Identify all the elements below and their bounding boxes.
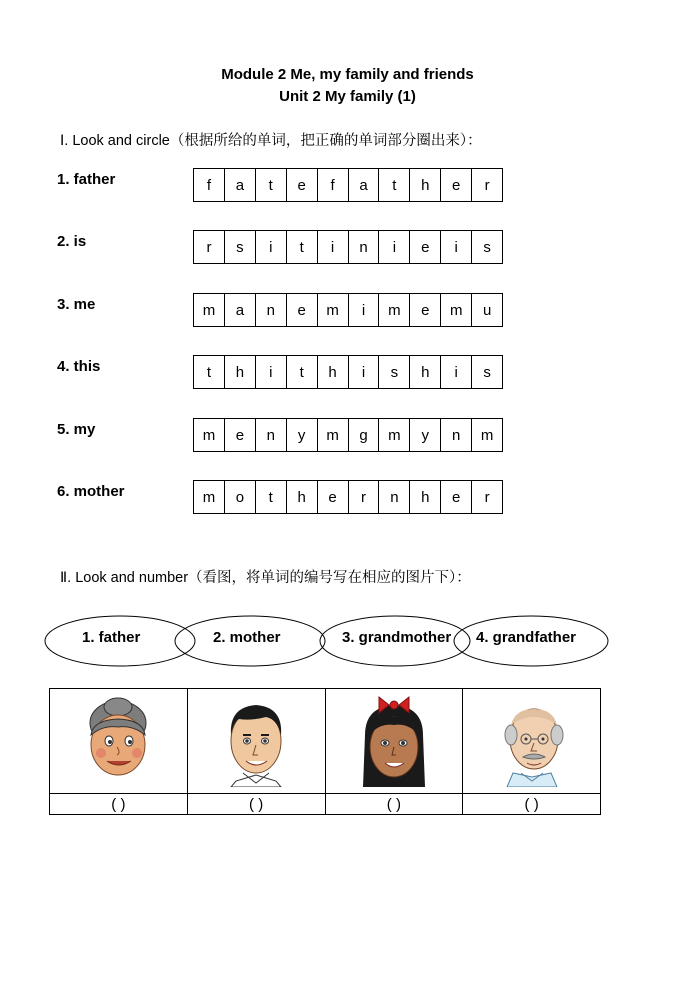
picture-table — [49, 688, 601, 815]
module-title: Module 2 Me, my family and friends — [221, 66, 474, 83]
letter-cell[interactable]: s — [483, 363, 491, 381]
grandfather-face-icon — [487, 695, 577, 787]
letter-cell[interactable]: h — [287, 481, 318, 513]
letter-cell[interactable]: m — [194, 481, 225, 513]
answer-blank[interactable]: ( ) — [325, 794, 463, 815]
letter-cell[interactable]: m — [441, 294, 472, 326]
letter-cell[interactable]: h — [410, 356, 441, 388]
letter-cell[interactable]: n — [441, 419, 472, 451]
letter-cell[interactable]: n — [256, 294, 287, 326]
letter-cell[interactable]: s — [379, 356, 410, 388]
answer-blank[interactable]: ( ) — [463, 794, 601, 815]
section2-instruction: Ⅱ. Look and number（看图，将单词的编号写在相应的图片下）： — [60, 570, 471, 586]
letter-cell[interactable]: y — [410, 419, 441, 451]
letter-cell[interactable]: r — [194, 231, 225, 263]
letter-cell[interactable]: m — [318, 294, 349, 326]
letter-cell[interactable]: y — [287, 419, 318, 451]
grandmother-face-icon — [73, 695, 163, 787]
letter-cell[interactable]: e — [287, 294, 318, 326]
letter-cell[interactable]: u — [482, 301, 492, 319]
letter-cell[interactable]: h — [410, 169, 441, 201]
letter-cell[interactable]: e — [441, 481, 472, 513]
letter-cell[interactable]: m — [194, 419, 225, 451]
letter-cell[interactable]: e — [287, 169, 318, 201]
letter-cell[interactable]: i — [349, 356, 380, 388]
letter-cell[interactable]: e — [225, 419, 256, 451]
letter-cell[interactable]: t — [194, 356, 225, 388]
letter-cell[interactable]: m — [379, 294, 410, 326]
option-mother[interactable]: 2. mother — [213, 629, 281, 646]
letter-cell[interactable]: r — [484, 488, 490, 506]
unit-title: Unit 2 My family (1) — [279, 88, 416, 105]
letter-cell[interactable]: e — [318, 481, 349, 513]
letter-cell[interactable]: i — [379, 231, 410, 263]
letter-cell[interactable]: h — [318, 356, 349, 388]
letter-cell[interactable]: e — [441, 169, 472, 201]
letter-cell[interactable]: o — [225, 481, 256, 513]
letter-cell[interactable]: t — [256, 481, 287, 513]
answer-blank[interactable]: ( ) — [50, 794, 188, 815]
option-grandfather[interactable]: 4. grandfather — [476, 629, 577, 646]
question-label: 5. my — [57, 421, 96, 438]
letter-cell[interactable]: t — [379, 169, 410, 201]
letter-cell[interactable]: i — [441, 356, 472, 388]
letter-cell[interactable]: i — [318, 231, 349, 263]
letter-cell[interactable]: m — [379, 419, 410, 451]
letter-cell[interactable]: g — [349, 419, 380, 451]
picture-cell — [325, 689, 463, 794]
letter-cell[interactable]: r — [484, 176, 490, 194]
letter-cell[interactable]: r — [349, 481, 380, 513]
letter-cell[interactable]: t — [287, 356, 318, 388]
letter-cell[interactable]: m — [318, 419, 349, 451]
option-grandmother[interactable]: 3. grandmother — [342, 629, 452, 646]
picture-cell — [50, 689, 188, 794]
letter-cell[interactable]: m — [194, 294, 225, 326]
letter-cell[interactable]: a — [225, 294, 256, 326]
letter-cell[interactable]: i — [256, 356, 287, 388]
letter-cell[interactable]: s — [225, 231, 256, 263]
letter-cell[interactable]: t — [287, 231, 318, 263]
letter-cell[interactable]: s — [483, 238, 491, 256]
letter-cell[interactable]: a — [225, 169, 256, 201]
question-label: 2. is — [57, 233, 87, 250]
letter-cell[interactable]: i — [256, 231, 287, 263]
letter-cell[interactable]: i — [349, 294, 380, 326]
mother-face-icon — [349, 695, 439, 787]
question-label: 4. this — [57, 358, 101, 375]
picture-cell — [463, 689, 601, 794]
question-label: 1. father — [57, 171, 116, 188]
question-label: 6. mother — [57, 483, 125, 500]
letter-cell[interactable]: n — [349, 231, 380, 263]
letter-cell[interactable]: m — [480, 426, 494, 444]
letter-cell[interactable]: n — [256, 419, 287, 451]
section1-instruction: Ⅰ. Look and circle（根据所给的单词，把正确的单词部分圈出来）： — [60, 133, 482, 149]
option-father[interactable]: 1. father — [82, 629, 141, 646]
letter-cell[interactable]: e — [410, 231, 441, 263]
letter-cell[interactable]: e — [410, 294, 441, 326]
answer-blank[interactable]: ( ) — [187, 794, 325, 815]
picture-cell — [187, 689, 325, 794]
father-face-icon — [211, 695, 301, 787]
question-label: 3. me — [57, 296, 96, 313]
letter-cell[interactable]: h — [225, 356, 256, 388]
letter-cell[interactable]: i — [441, 231, 472, 263]
letter-cell[interactable]: a — [349, 169, 380, 201]
letter-cell[interactable]: f — [318, 169, 349, 201]
letter-cell[interactable]: f — [194, 169, 225, 201]
letter-cell[interactable]: h — [410, 481, 441, 513]
letter-cell[interactable]: n — [379, 481, 410, 513]
letter-cell[interactable]: t — [256, 169, 287, 201]
